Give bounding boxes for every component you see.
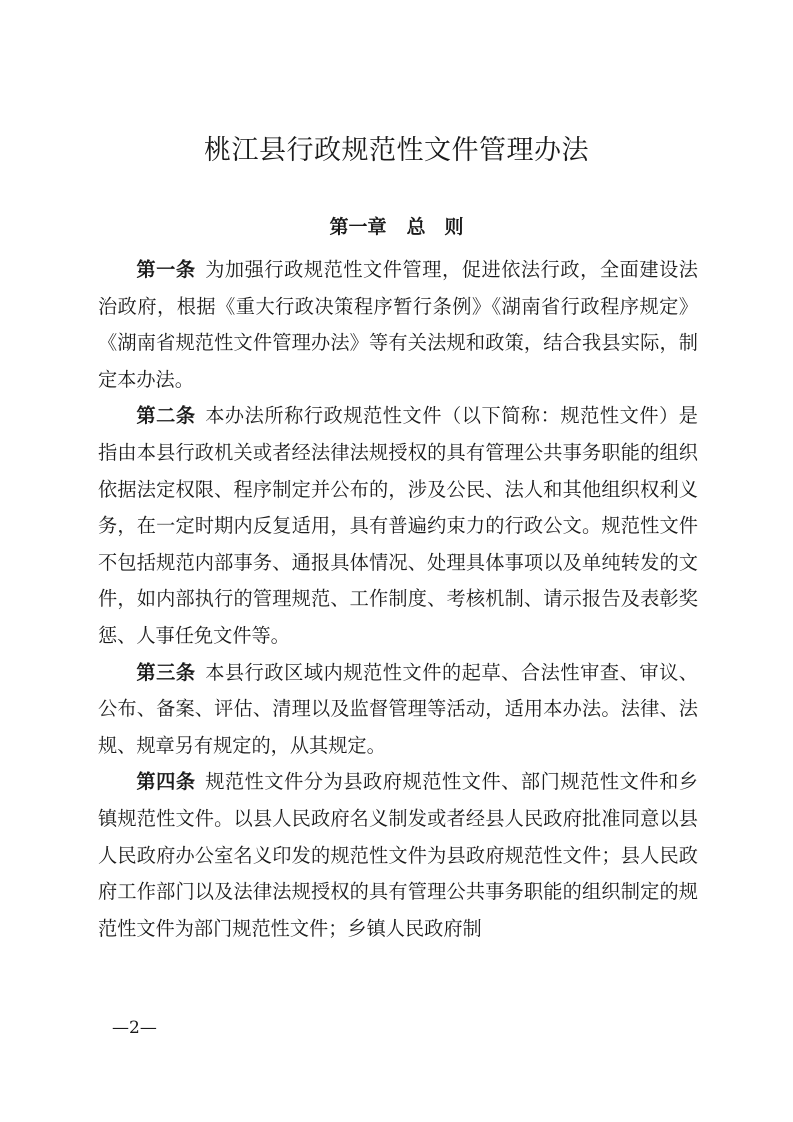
article-number: 第四条 bbox=[136, 770, 196, 794]
article-text: 为加强行政规范性文件管理，促进依法行政，全面建设法治政府，根据《重大行政决策程序暂行条例》《湖南省行政程序规定》《湖南省规范性文件管理办法》等有关法规和政策，结合我县实际，制定本办法。 bbox=[98, 258, 698, 391]
page-number: —2— bbox=[112, 1018, 157, 1038]
article-text: 规范性文件分为县政府规范性文件、部门规范性文件和乡镇规范性文件。以县人民政府名义制发或者经县人民政府批准同意以县人民政府办公室名义印发的规范性文件为县政府规范性文件；县人民政府工作部门以及法律法规授权的具有管理公共事务职能的组织制定的规范性文件为部门规范性文件；乡镇人民政府制 bbox=[98, 770, 698, 940]
article-4 bbox=[98, 764, 698, 947]
chapter-label: 第一章 bbox=[329, 216, 387, 238]
chapter-name: 总 则 bbox=[406, 216, 464, 238]
article-text: 本县行政区域内规范性文件的起草、合法性审查、审议、公布、备案、评估、清理以及监督管理等活动，适用本办法。法律、法规、规章另有规定的，从其规定。 bbox=[98, 660, 698, 757]
article-number: 第三条 bbox=[136, 660, 196, 684]
article-text: 本办法所称行政规范性文件（以下简称：规范性文件）是指由本县行政机关或者经法律法规授权的具有管理公共事务职能的组织依据法定权限、程序制定并公布的，涉及公民、法人和其他组织权利义务，在一定时期内反复适用，具有普遍约束力的行政公文。规范性文件不包括规范内部事务、通报具体情况、处理具体事项以及单纯转发的文件，如内部执行的管理规范、工作制度、考核机制、请示报告及表彰奖惩、人事任免文件等。 bbox=[98, 404, 698, 647]
article-1 bbox=[98, 252, 698, 398]
article-number: 第二条 bbox=[136, 404, 196, 428]
document-body bbox=[98, 252, 698, 947]
document-title: 桃江县行政规范性文件管理办法 bbox=[204, 135, 589, 166]
article-3 bbox=[98, 655, 698, 765]
chapter-heading bbox=[0, 212, 793, 239]
article-2 bbox=[98, 398, 698, 654]
article-number: 第一条 bbox=[136, 258, 196, 281]
